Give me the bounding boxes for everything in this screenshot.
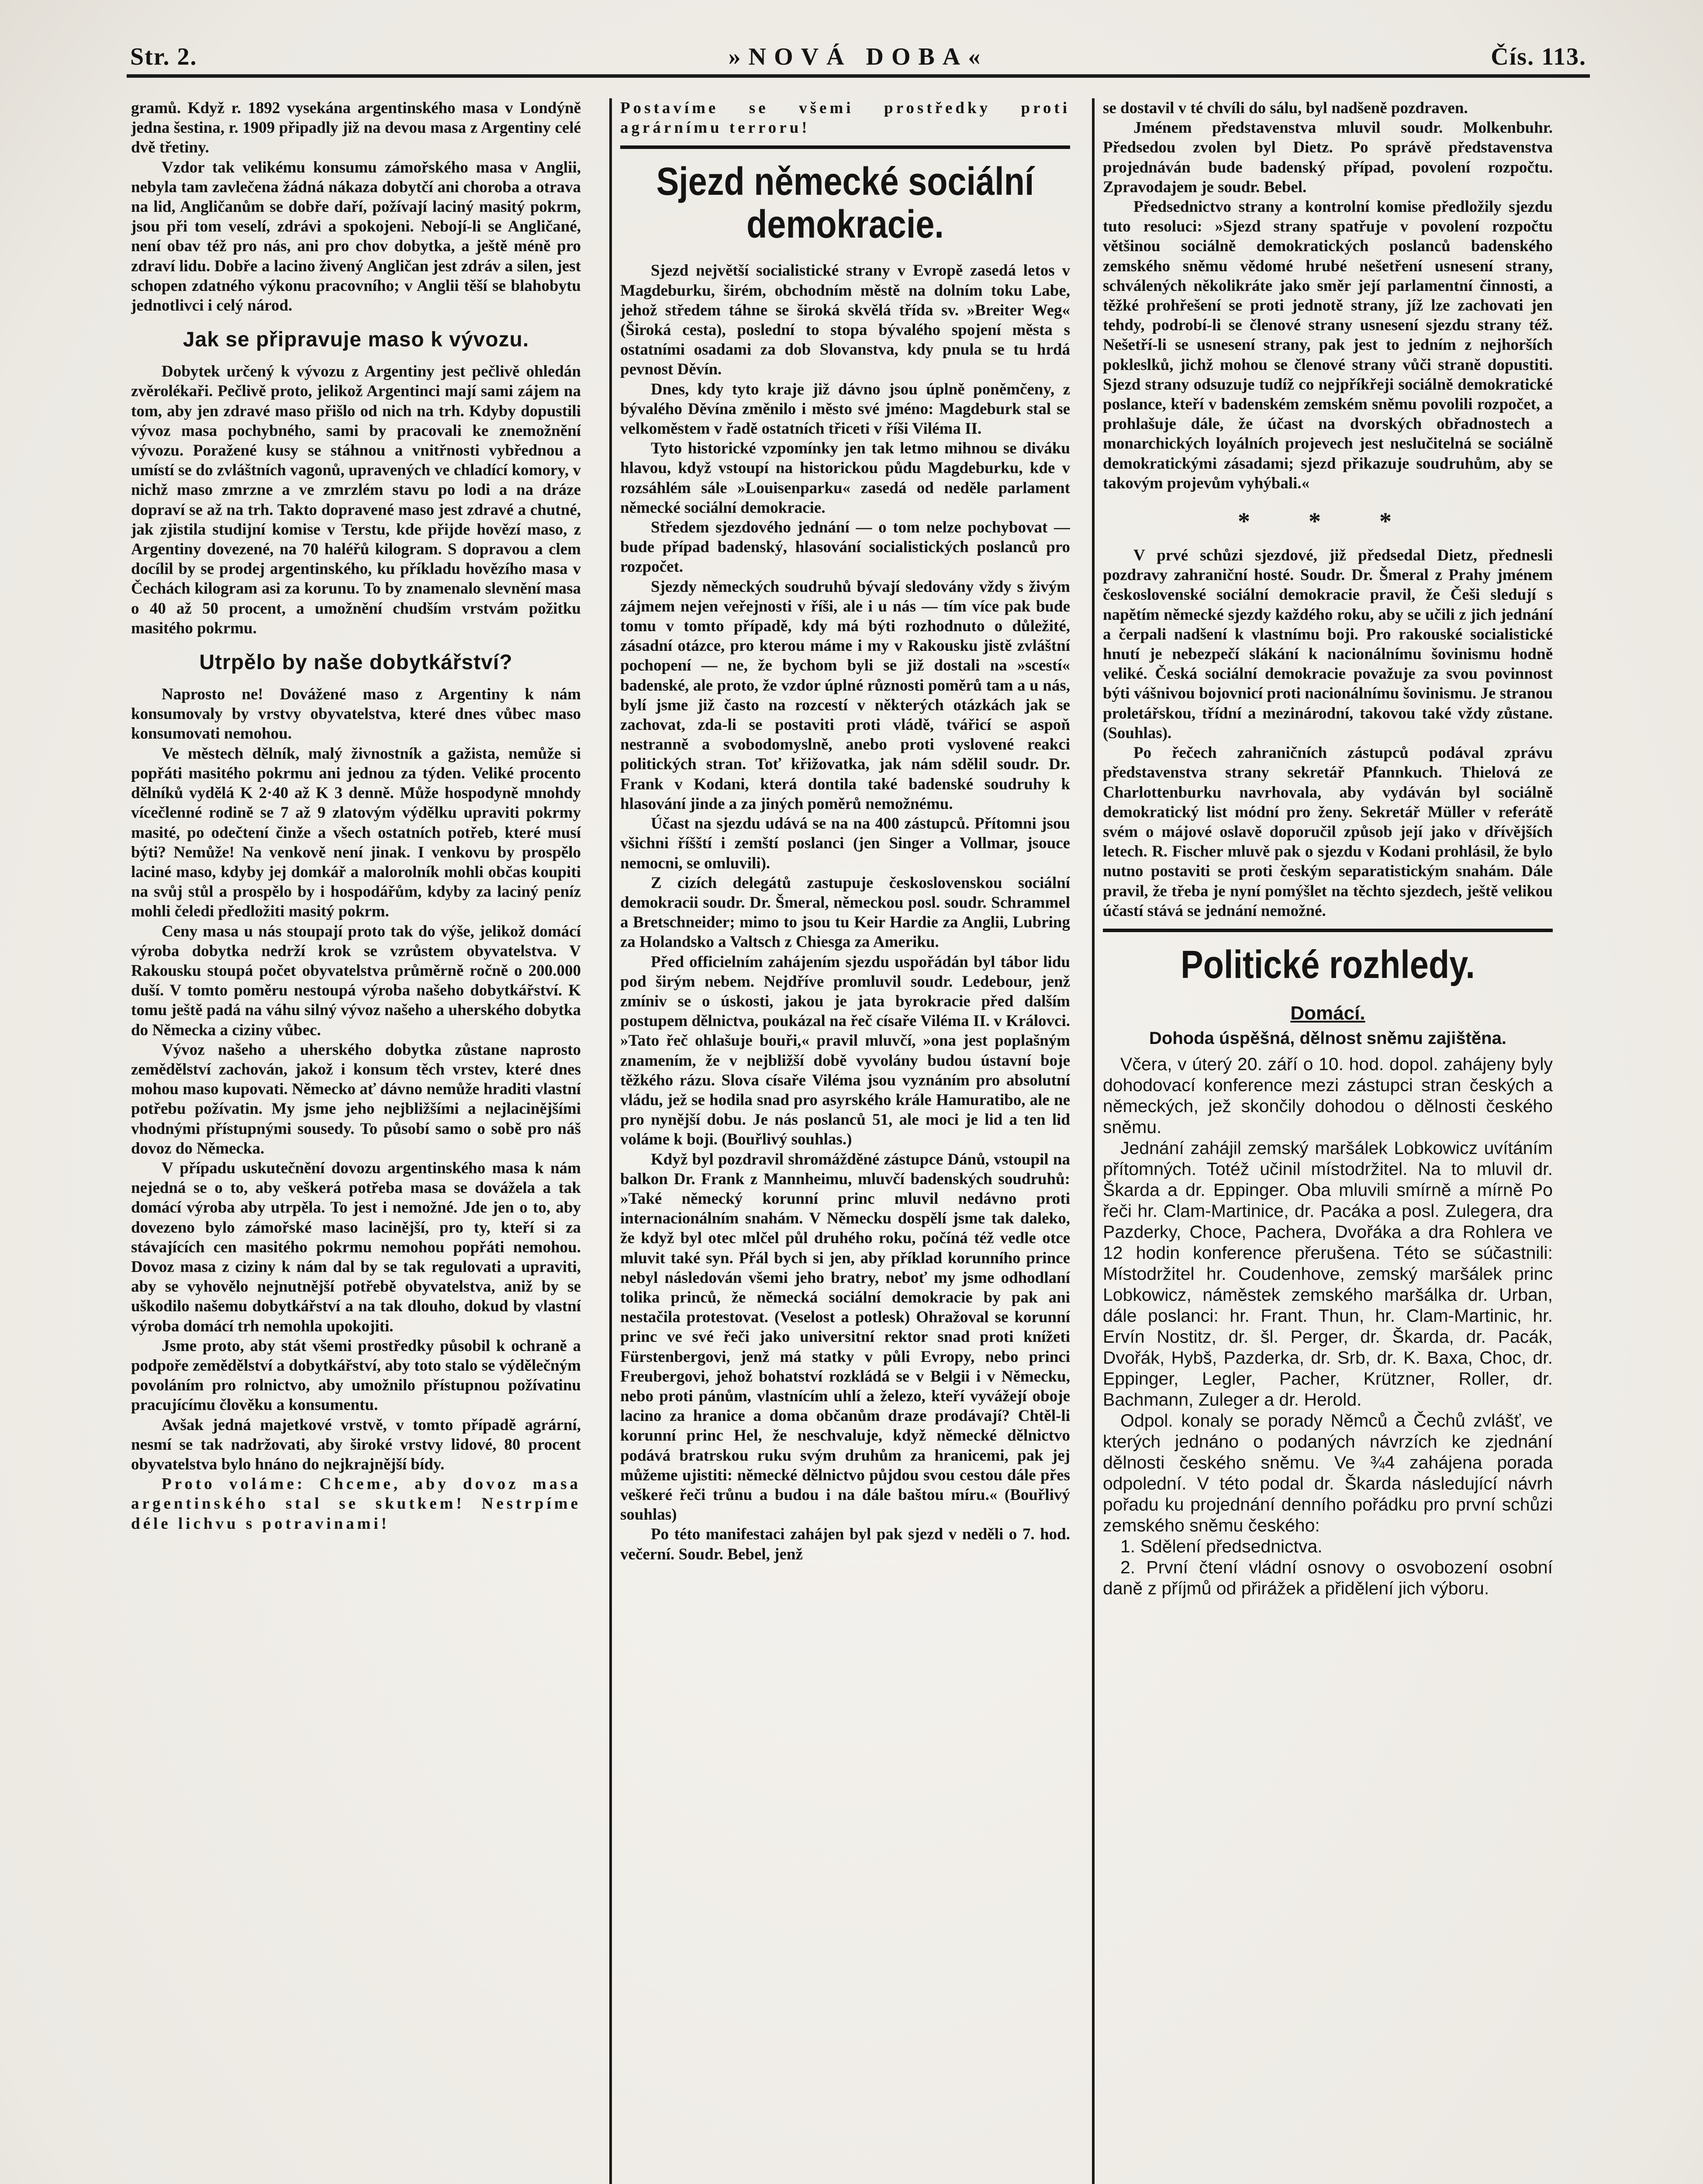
list-item: 1. Sdělení předsednictva. (1120, 1536, 1323, 1556)
issue-number: Čís. 113. (1491, 43, 1586, 70)
section-heading: Utrpělo by naše dobytkářství? (199, 651, 513, 674)
paragraph-emphasis: Proto voláme: Chceme, aby dovoz masa argentinského stal se skutkem! Nestrpíme déle lichvu s potravinami! (131, 1475, 581, 1533)
paragraph: Avšak jedná majetkové vrstvě, v tomto případě agrární, nesmí se tak nadržovati, aby široké vrstvy lidové, 80 procent obyvatelstva bylo hnáno do nejkrajnější bídy. (131, 1416, 581, 1473)
paragraph: Včera, v úterý 20. září o 10. hod. dopol. zahájeny byly dohodovací konference mezi zástupci stran českých a německých, jež skončily dohodou o dělnosti českého sněmu. (1103, 1054, 1553, 1137)
paragraph: V prvé schůzi sjezdové, již předsedal Dietz, přednesli pozdravy zahraniční hosté. Soudr. Dr. Šmeral z Prahy jménem československé sociální demokracie pravil, že Češi sledují s napětím německé sjezdy každého roku, aby se učili z jich jednání a čerpali nadšení k vlastnímu boji. Pro rakouské socialistické hnutí je nebezpečí slákání k nacionálnímu šovinismu hodně veliké. Česká sociální demokracie považuje za svou povinnost býti vášnivou bojovnicí proti nacionálnímu šovinismu. Je stranou proletářskou, třídní a mezinárodní, takovou také vždy zůstane. (Souhlas). (1103, 546, 1553, 742)
article-headline: Sjezd německé sociální demokracie. (656, 160, 1034, 247)
section-label: Domácí. (1290, 1002, 1365, 1024)
paragraph: Jsme proto, aby stát všemi prostředky působil k ochraně a podpoře zemědělství a dobytkářství, aby toto stalo se výdělečným povoláním pro rolnictvo, aby umožnilo přístupnou požívatinu pracujícímu člověku a konsumentu. (131, 1337, 581, 1414)
paragraph: Středem sjezdového jednání — o tom nelze pochybovat — bude případ badenský, hlasování socialistických poslanců pro rozpočet. (620, 518, 1070, 576)
paragraph: Z cizích delegátů zastupuje československou sociální demokracii soudr. Dr. Šmeral, německou posl. soudr. Schrammel a Bretschneider; mimo to jsou tu Keir Hardie za Anglii, Lubring za Holandsko a Valtsch z Chiesga za Ameriku. (620, 874, 1070, 951)
paragraph: Jednání zahájil zemský maršálek Lobkowicz uvítáním přítomných. Totéž učinil místodržitel. Na to mluvil dr. Škarda a dr. Eppinger. Oba mluvili smírně a mírně Po řeči hr. Clam-Martinice, dr. Pacáka a posl. Zulegera, dra Pazderky, Choce, Pachera, Dvořáka a dra Rohlera ve 12 hodin konference přerušena. Této se súčastnili: Místodržitel hr. Coudenhove, zemský maršálek princ Lobkowicz, náměstek zemského maršálka dr. Urban, dále poslanci: hr. Frant. Thun, hr. Clam-Martinic, hr. Ervín Nostitz, dr. šl. Perger, dr. Škarda, dr. Pacák, Dvořák, Hybš, Pazderka, dr. Srb, dr. K. Baxa, Choc, dr. Eppinger, Legler, Pacher, Krützner, Roller, dr. Bachmann, Zuleger a dr. Herold. (1103, 1137, 1553, 1410)
section-separator-stars: * * * (1238, 508, 1418, 536)
article-body (1103, 1054, 1553, 1599)
masthead-title: »NOVÁ DOBA« (728, 43, 988, 70)
paragraph: Ve městech dělník, malý živnostník a gažista, nemůže si popřáti masitého pokrmu ani jednou za týden. Veliké procento dělníků vydělá K 2·40 až K 3 denně. Může hospodyně mnohdy vícečlenné rodině se 7 až 9 zlatovým výdělku upraviti pokrmy masité, po odečtení činže a všech ostatních potřeb, které musí býti? Nemůže! Na venkově není jinak. I venkovu by prospělo laciné maso, kdyby jej domkář a malorolník mohli občas koupiti na svůj stůl a prospělo by i hospodářům, kdyby za laciný peníz mohli čeledi předložiti masitý pokrm. (131, 744, 581, 921)
column-rule-2 (1092, 98, 1095, 2184)
paragraph: Když byl pozdravil shromážděné zástupce Dánů, vstoupil na balkon Dr. Frank z Mannheimu, mluvčí badenských soudruhů: »Také německý korunní princ mluvil nedávno proti internacionálním snahám. V Německu dospělí jsme tak daleko, že když byl otec mlčel půl druhého roku, počíná též vedle otce mluvit také syn. Přál bych si jen, aby příklad korunního prince nebyl následován všemi jeho bratry, neboť my jsme odhodlaní tolika princů, že německá sociální demokracie by pak ani nestačila protestovat. (Veselost a potlesk) Ohražoval se korunní princ ve své řeči jako universitní rektor snad proti knížeti Fürstenbergovi, jenž má statky v půli Evropy, nebo princi Freubergovi, jehož bohatství rozkládá se v Belgii i v Německu, nebo proti pánům, vlastnícím uhlí a železo, kteří vyvážejí oboje lacino za hranice a doma občanům draze prodávají? Chtěl-li korunní princ Hel, že neschvaluje, když německé dělnictvo podává bratrskou ruku svým druhům za hranicemi, pak jej můžeme ujistiti: německé dělnictvo půjdou svou cestou dále přes veškeré řeči trůnu a budou i na dále baštou míru.« (Bouřlivý souhlas) (620, 1150, 1070, 1524)
section-divider (620, 145, 1070, 149)
section-divider (1103, 929, 1553, 932)
paragraph: Naprosto ne! Dovážené maso z Argentiny k nám konsumovaly by vrstvy obyvatelstva, které dnes vůbec maso konsumovati nemohou. (131, 685, 581, 743)
paragraph: Ceny masa u nás stoupají proto tak do výše, jelikož domácí výroba dobytka nedrží krok se vzrůstem obyvatelstva. V Rakousku stoupá počet obyvatelstva průměrně ročně o 200.000 duší. V tomto poměru nestoupá výroba našeho dobytkářství. K tomu ještě padá na váhu silný vývoz našeho a uherského dobytka do Německa a ciziny vůbec. (131, 922, 581, 1039)
page-header (127, 39, 1590, 78)
paragraph: Vývoz našeho a uherského dobytka zůstane naprosto zemědělství zachován, jakož i konsum těch vrstev, které dnes mohou maso kupovati. Německo ať dávno nemůže hraditi vlastní potřebu požívatin. My jsme jeho nejbližšími a nejlacinějšími vhodnými přístupnými sousedy. To působí samo o sobě pro náš dovoz do Německa. (131, 1040, 581, 1158)
list-item: 2. První čtení vládní osnovy o osvobození osobní daně z příjmů od přirážek a přidělení jich výboru. (1103, 1557, 1553, 1598)
column-2 (620, 98, 1070, 2184)
column-1 (131, 98, 581, 2184)
column-rule-1 (609, 98, 612, 2184)
paragraph: Po řečech zahraničních zástupců podával zprávu představenstva strany sekretář Pfannkuch. Thielová ze Charlottenburku navrhovala, aby vydáván byl sociálně demokratický list módní pro ženy. Sekretář Müller v referátě svém o májové oslavě doporučil způsob její jako v dřívějších letech. R. Fischer mluvě pak o sjezdu v Kodani prohlásil, že bylo nutno postaviti se proti českým separatistickým snahám. Dále pravil, že třeba je nyní pomýšlet na těchto sjezdech, ještě velikou účastí stává se jednání nemožné. (1103, 744, 1553, 920)
paragraph-emphasis: Postavíme se všemi prostředky proti agrárnímu terroru! (620, 99, 1070, 137)
paragraph: Jménem představenstva mluvil soudr. Molkenbuhr. Předsedou zvolen byl Dietz. Po správě představenstva projednáván bude badenský případ, povolení rozpočtu. Zpravodajem je soudr. Bebel. (1103, 119, 1553, 196)
paragraph: Předsednictvo strany a kontrolní komise předložily sjezdu tuto resoluci: »Sjezd strany spatřuje v povolení rozpočtu většinou sociálně demokratických poslanců badenského zemského sněmu vědomé hrubé nešetření usnesení strany, schválených několikráte jako směr její parlamentní činnosti, a těžké prohřešení se proti jednotě strany, jíž lze zachovati jen tehdy, podrobí-li se členové strany usnesení sjezdu strany též. Nešetří-li se usnesení strany, pak jest to jedním z nejhorších pokleslků, jichž mohou se členové strany vůči straně dopustiti. Sjezd strany odsuzuje tudíž co nejpříkřeji sociálně demokratické poslance, kteří v badenském zemském sněmu povolili rozpočet, a prohlašuje dále, že účast na dvorských obřadnostech a monarchických loyálních projevech jest neslučitelná se sociálně demokratickými zásadami; sjezd přikazuje soudruhům, aby se takovým projevům vyhýbali.« (1103, 198, 1553, 492)
paragraph: Po této manifestaci zahájen byl pak sjezd v neděli o 7. hod. večerní. Soudr. Bebel, jenž (620, 1525, 1070, 1563)
section-headline: Politické rozhledy. (1181, 943, 1475, 987)
column-3 (1103, 98, 1553, 2184)
paragraph: Dnes, kdy tyto kraje již dávno jsou úplně poněmčeny, z bývalého Děvína změnilo i město své jméno: Magdeburk stal se velkoměstem v řadě ostatních třiceti v říši Viléma II. (620, 380, 1070, 438)
paragraph: Před officielním zahájením sjezdu uspořádán byl tábor lidu pod širým nebem. Nejdříve promluvil soudr. Ledebour, jenž zmíniv se o úskosti, jakou je jata byrokracie před dalším postupem dělnictva, poukázal na řeč císaře Viléma II. v Královci. »Tato řeč ohlašuje bouři,« pravil mluvčí, »ona jest poplašným znamením, že v nejbližší době vyvolány budou ústavní boje těžkého rázu. Slova císaře Viléma jsou vyznáním pro absolutní vládu, jež se hodila snad pro asyrského krále Hamuratibo, ale ne pro nynější dobu. Je nás poslanců 51, ale moci je lid a ten lid voláme k boji. (Bouřlivý souhlas.) (620, 953, 1070, 1149)
paragraph: Účast na sjezdu udává se na na 400 zástupců. Přítomni jsou všichni říšští i zemští poslanci (jen Singer a Vollmar, jsouce nemocni, se omluvili). (620, 815, 1070, 872)
paragraph: se dostavil v té chvíli do sálu, byl nadšeně pozdraven. (1103, 99, 1468, 117)
page-number: Str. 2. (130, 43, 197, 70)
section-heading: Jak se připravuje maso k vývozu. (183, 328, 529, 352)
paragraph: V případu uskutečnění dovozu argentinského masa k nám nejedná se o to, aby veškerá potřeba masa se dovážela a tak domácí výroba aby utrpěla. To jest i nemožné. Jde jen o to, aby dovezeno bylo zámořské maso lacinější, pro ty, kteří si za stávajících cen masitého pokrmu nemohou popřáti nemohou. Dovoz masa z ciziny k nám dal by se tak regulovati a upraviti, aby se vyhovělo nejnutnější potřebě obyvatelstva, aniž by se uškodilo našemu dobytkářství a na tak dlouho, dokud by vlastní výroba domácí trh nemohla upokojiti. (131, 1159, 581, 1335)
article-subheading: Dohoda úspěšná, dělnost sněmu zajištěna. (1149, 1028, 1506, 1048)
paragraph: Odpol. konaly se porady Němců a Čechů zvlášť, ve kterých jednáno o podaných návrzích ke zjednání dělnosti českého sněmu. Ve ¾4 zahájena porada odpolední. V této podal dr. Škarda následující návrh pořadu ku projednání denního pořádku pro první schůzi zemského sněmu českého: (1103, 1410, 1553, 1535)
paragraph: gramů. Když r. 1892 vysekána argentinského masa v Londýně jedna šestina, r. 1909 připadly již na devou masa z Argentiny celé dvě třetiny. (131, 99, 581, 157)
paragraph: Tyto historické vzpomínky jen tak letmo mihnou se diváku hlavou, když vstoupí na historickou půdu Magdeburku, kde v rozsáhlém sále »Louisenparku« zasedá od neděle parlament německé sociální demokracie. (620, 439, 1070, 517)
paragraph: Vzdor tak velikému konsumu zámořského masa v Anglii, nebyla tam zavlečena žádná nákaza dobytčí ani choroba a otrava na lid, Angličanům se dobře daří, požívají laciný masitý pokrm, jsou při tom veselí, zdrávi a spokojeni. Nebojí-li se Angličané, není obav též pro nás, ani pro chov dobytka, a ještě méně pro zdraví lidu. Dobře a lacino živený Angličan jest zdráv a silen, jest schopen zdatného výkonu pracovního; v Anglii těší se blahobytu jednotlivci i celý národ. (131, 158, 581, 315)
paragraph: Sjezd největší socialistické strany v Evropě zasedá letos v Magdeburku, širém, obchodním městě na dolním toku Labe, jehož středem táhne se široká skvělá třída sv. »Breiter Weg« (Široká cesta), poslední to stopa bývalého spojení města s ostatními osadami za dob Slovanstva, kdy pnula se tu hrdá pevnost Děvín. (620, 262, 1070, 379)
paragraph: Sjezdy německých soudruhů bývají sledovány vždy s živým zájmem nejen veřejnosti v říši, ale i u nás — tím více pak bude tomu v tomto případě, kdy má býti rozhodnuto o důležité, zásadní otázce, pro kterou máme i my v Rakousku jistě zvláštní pochopení — ne, že bychom byli se již dostali na »scestí« badenské, ale proto, že vzdor úplné různosti poměrů tam a u nás, bylí jsme již často na rozcestí v některých otázkách jak se zachovat, zda-li se postaviti proti vládě, tvářicí se aspoň nestranně a svobodomyslně, anebo proti vyslovené reakci politických stran. Toť křižovatka, jak nám sdělil soudr. Dr. Frank v Kodani, která dontila také badenské soudruhy k hlasování jinde a za jiných poměrů nemožnému. (620, 577, 1070, 813)
paragraph: Dobytek určený k vývozu z Argentiny jest pečlivě ohledán zvěrolékaři. Pečlivě proto, jelikož Argentinci mají sami zájem na tom, aby jen zdravé maso přišlo od nich na trh. Kdyby dopustili vývoz masa pochybného, sami by pracovali ke znemožnění vývozu. Poražené kusy se stáhnou a vnitřnosti vybřednou a umístí se do zvláštních vagonů, upravených ve chladící komory, v nichž maso zmrzne a ve zmrzlém stavu po lodi a na dráze dopraví se až na trh. Takto dopravené maso jest zdravé a chutné, jak zjistila studijní komise v Terstu, kde přijde hovězí maso, z Argentiny dovezené, na 70 haléřů kilogram. S dopravou a clem docílil by se prodej argentinského, ku příkladu hovězího masa v Čechách kilogram asi za korunu. To by znamenalo slevnění masa o 40 až 50 procent, a umožnění chudším vrstvám požitku masitého pokrmu. (131, 363, 581, 637)
